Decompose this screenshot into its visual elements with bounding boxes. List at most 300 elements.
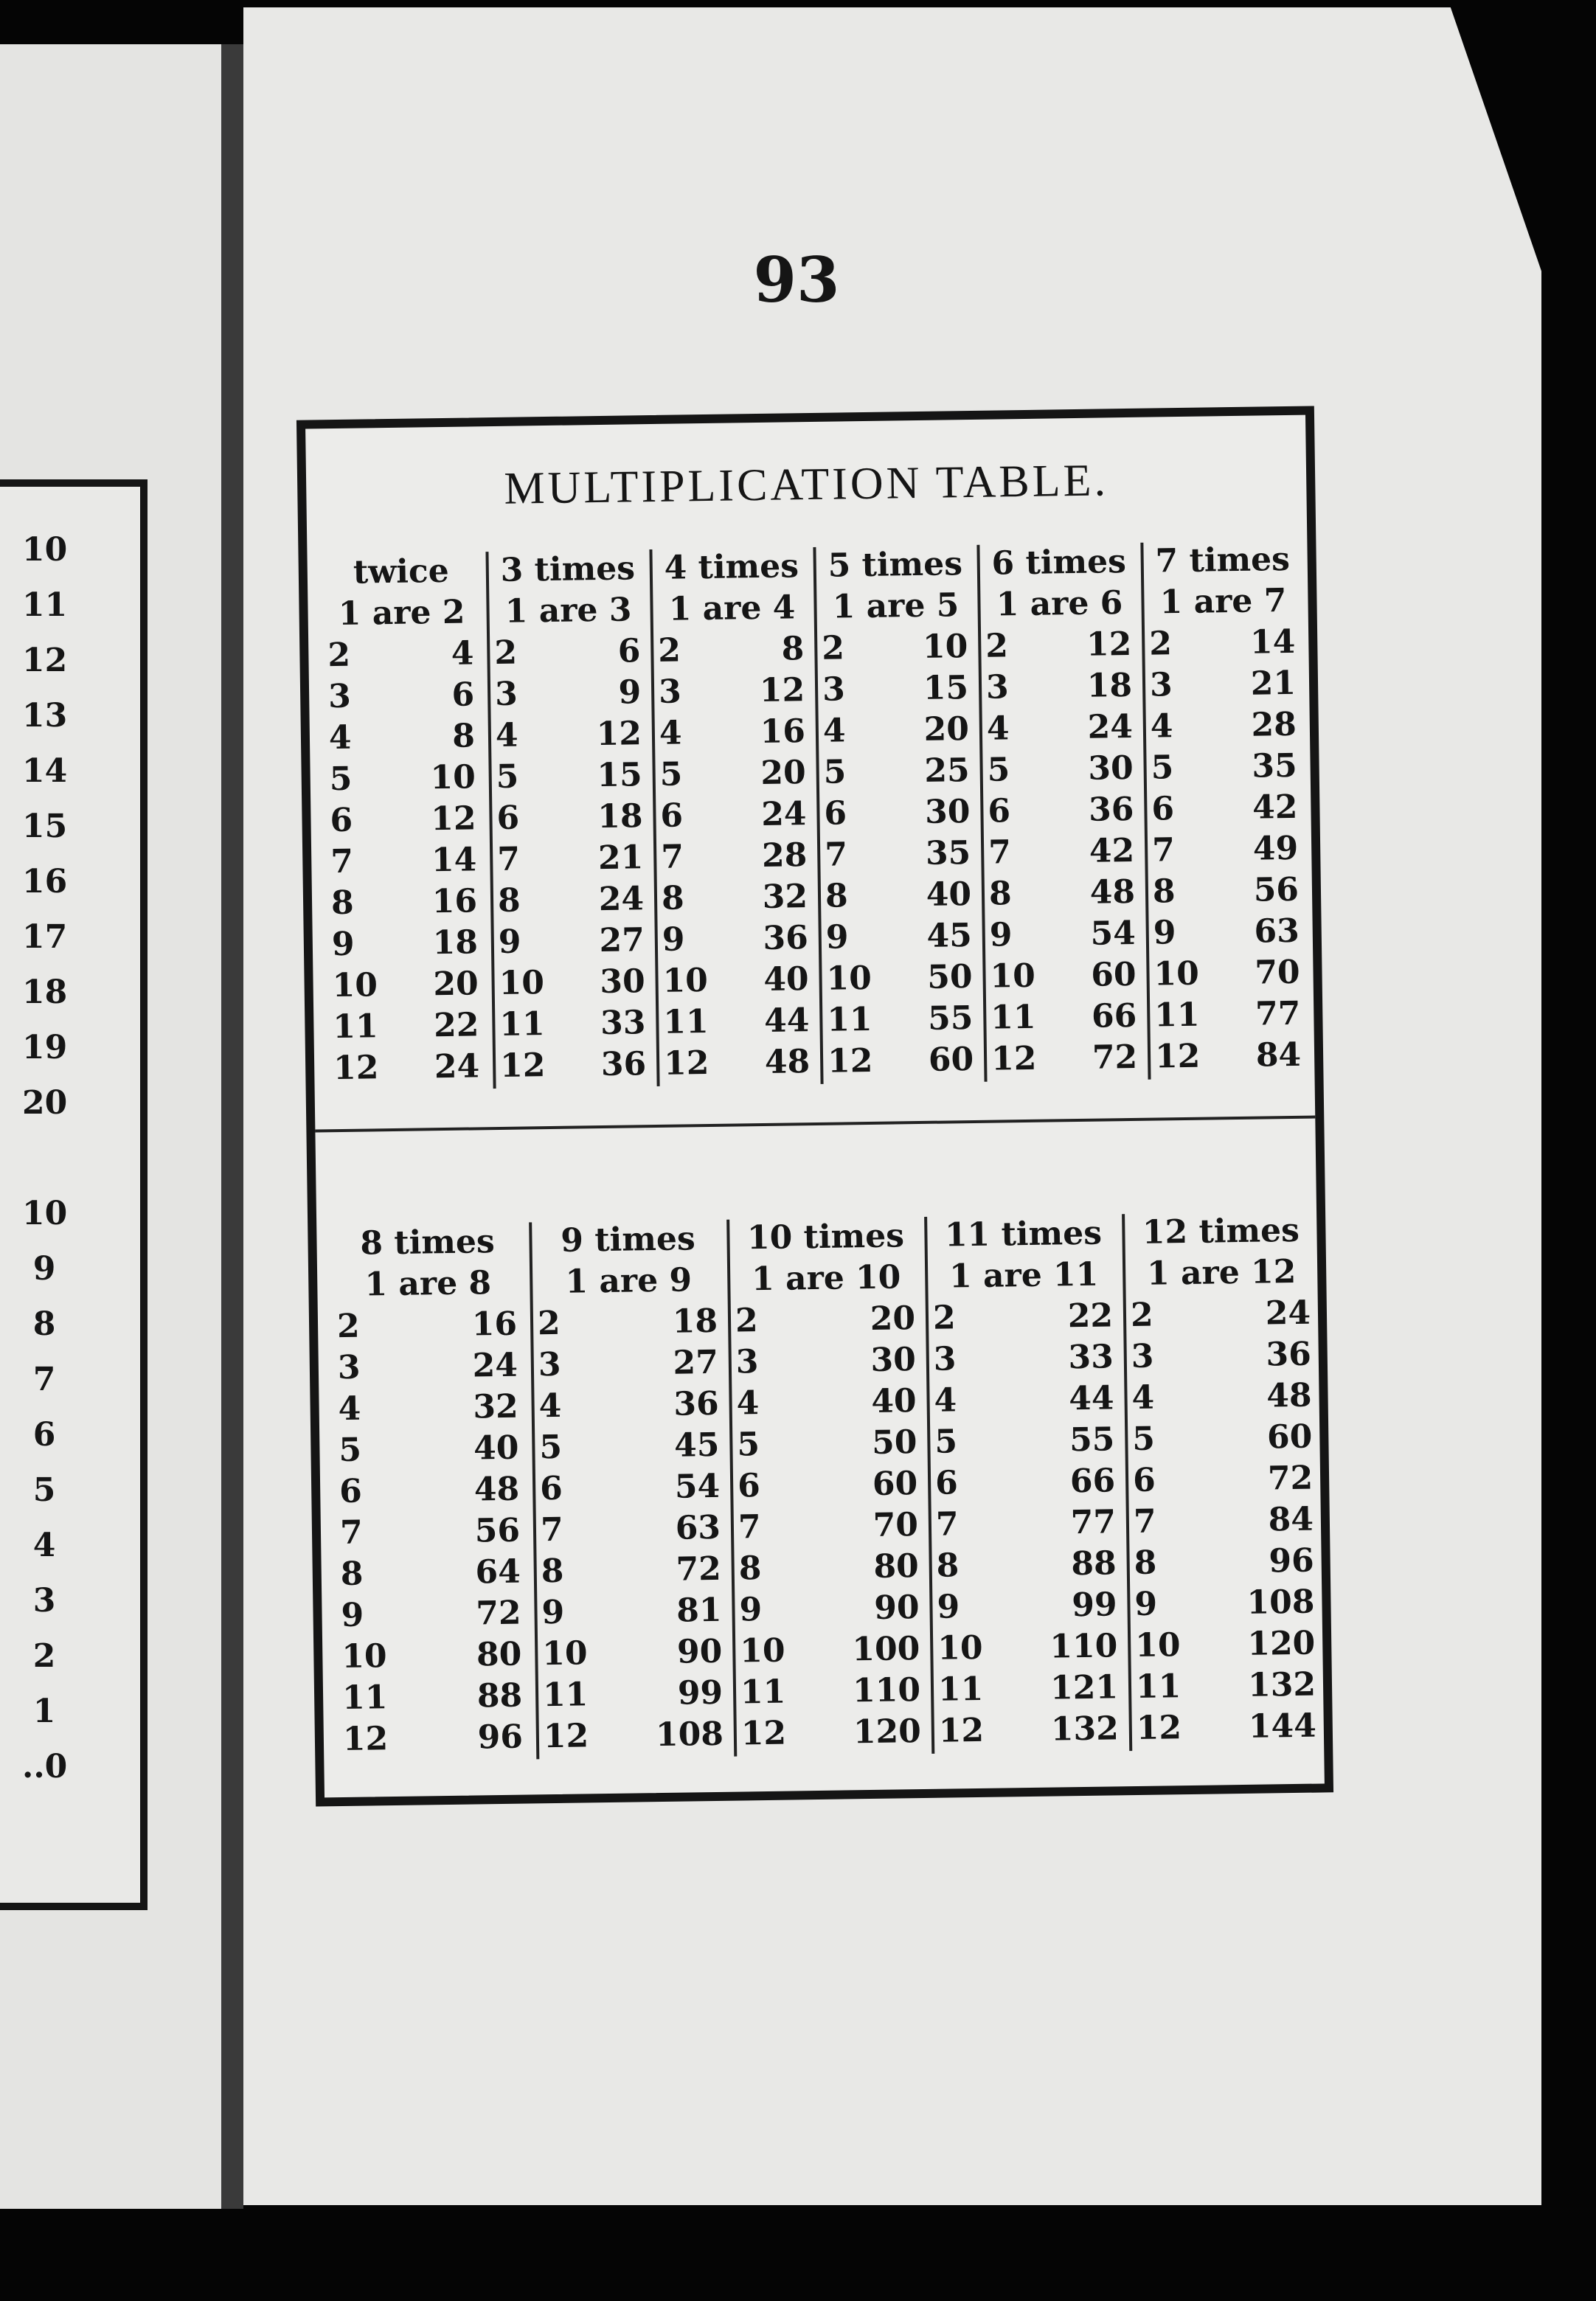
multiplier: 9: [541, 1593, 565, 1632]
table-row: [534, 1385, 726, 1429]
table-row: [338, 1676, 530, 1721]
table-row: [987, 1038, 1145, 1082]
product: 90: [676, 1632, 723, 1671]
table-row: [1148, 871, 1307, 914]
multiplier: 12: [938, 1711, 985, 1750]
table-row: [533, 1302, 726, 1347]
table-row: [1126, 1294, 1319, 1339]
multiplier: 3: [933, 1340, 957, 1378]
multiplier: 4: [1150, 707, 1173, 746]
table-row: [934, 1710, 1126, 1754]
table-row: [982, 708, 1141, 752]
multiplier: 11: [341, 1679, 388, 1718]
multiplier: 12: [827, 1041, 873, 1080]
table-row: [336, 1512, 528, 1556]
product: 48: [764, 1043, 811, 1081]
table-row: [655, 754, 813, 797]
table-row: [981, 625, 1139, 669]
multiplier: 9: [662, 920, 685, 959]
multiplier: 8: [738, 1549, 762, 1588]
multiplier: 12: [1136, 1709, 1182, 1747]
product: 108: [655, 1715, 724, 1755]
product: 10: [430, 758, 476, 797]
table-column: [1122, 1212, 1324, 1752]
product: 84: [1255, 1035, 1302, 1075]
table-row: [535, 1468, 728, 1512]
table-row: [735, 1589, 927, 1633]
table-row: [820, 834, 979, 878]
table-row: [1131, 1665, 1324, 1710]
product: 80: [476, 1635, 522, 1674]
column-first-row: 1 are 10: [751, 1258, 901, 1299]
multiplier: 2: [336, 1307, 361, 1346]
product: 88: [1071, 1544, 1117, 1583]
table-row: [536, 1509, 729, 1553]
multiplier: 9: [331, 925, 355, 964]
table-row: [983, 791, 1142, 834]
product: 144: [1248, 1707, 1317, 1746]
product: 22: [1067, 1297, 1114, 1336]
multiplier: 7: [330, 842, 354, 881]
table-row: [734, 1506, 926, 1550]
left-page-number: 14: [22, 752, 68, 790]
table-row: [1151, 1036, 1309, 1080]
product: 9: [618, 673, 642, 712]
multiplier: 5: [496, 757, 519, 796]
product: 27: [599, 921, 645, 960]
multiplier: 8: [330, 884, 355, 923]
table-row: [735, 1630, 928, 1674]
multiplier: 5: [1151, 749, 1174, 787]
table-column: [485, 549, 653, 1089]
multiplier: 10: [990, 957, 1036, 996]
multiplier: 4: [659, 714, 682, 752]
product: 108: [1246, 1583, 1315, 1622]
table-row: [1148, 830, 1306, 873]
table-row: [822, 958, 980, 1002]
product: 36: [600, 1045, 647, 1084]
multiplier: 9: [825, 918, 849, 957]
multiplier: 2: [985, 627, 1009, 665]
table-row: [819, 710, 977, 754]
multiplier: 6: [539, 1469, 563, 1508]
multiplier: 3: [538, 1345, 561, 1384]
table-row: [490, 632, 648, 676]
product: 63: [1254, 912, 1300, 951]
table-row: [491, 715, 650, 758]
table-row: [985, 873, 1143, 917]
column-first-row: 1 are 5: [832, 586, 960, 626]
multiplier: 11: [1135, 1667, 1182, 1707]
product: 77: [1255, 994, 1301, 1033]
table-row: [982, 667, 1140, 710]
product: 96: [1269, 1541, 1315, 1580]
table-row: [929, 1297, 1121, 1341]
multiplier: 3: [337, 1348, 361, 1387]
product: 40: [871, 1382, 917, 1420]
multiplier: 4: [934, 1381, 957, 1420]
table-row: [656, 795, 814, 839]
left-page-number: 20: [22, 1084, 68, 1122]
table-row: [328, 1006, 487, 1049]
product: 72: [1092, 1038, 1138, 1077]
table-row: [1128, 1417, 1320, 1462]
product: 110: [1049, 1627, 1118, 1666]
table-row: [325, 758, 483, 802]
product: 70: [1254, 953, 1300, 992]
multiplier: 8: [340, 1555, 364, 1594]
product: 45: [926, 917, 973, 955]
table-row: [339, 1718, 531, 1762]
left-page-number: ..0: [22, 1748, 68, 1785]
multiplier: 9: [341, 1596, 364, 1635]
product: 25: [924, 752, 971, 790]
product: 10: [922, 628, 968, 666]
product: 56: [1253, 870, 1300, 909]
multiplier: 11: [663, 1003, 709, 1041]
product: 40: [473, 1429, 519, 1468]
multiplier: 11: [542, 1676, 589, 1715]
multiplier: 6: [824, 794, 847, 833]
multiplier: 5: [1131, 1420, 1156, 1459]
product: 44: [763, 1002, 810, 1040]
product: 44: [1068, 1379, 1114, 1418]
product: 121: [1049, 1668, 1119, 1707]
table-row: [493, 880, 652, 923]
multiplier: 7: [738, 1508, 761, 1547]
multiplier: 12: [342, 1720, 389, 1759]
table-row: [327, 882, 485, 926]
multiplier: 5: [329, 760, 353, 799]
table-row: [329, 1047, 488, 1091]
product: 66: [1069, 1462, 1116, 1501]
product: 48: [1266, 1376, 1312, 1415]
multiplier: 11: [1153, 996, 1200, 1035]
multiplier: 3: [658, 673, 682, 711]
product: 72: [676, 1549, 722, 1589]
multiplier: 4: [822, 712, 846, 750]
column-heading: 10 times: [746, 1217, 905, 1257]
table-row: [929, 1379, 1122, 1423]
table-row: [333, 1388, 526, 1432]
multiplier: 3: [822, 670, 846, 709]
product: 24: [434, 1047, 480, 1086]
product: 18: [597, 797, 643, 836]
table-column: [649, 547, 817, 1086]
table-row: [336, 1552, 528, 1597]
left-page-number: 10: [22, 1195, 68, 1232]
table-row: [658, 960, 816, 1004]
table-row: [1129, 1500, 1322, 1544]
multiplier: 2: [658, 631, 681, 670]
multiplier: 11: [499, 1005, 545, 1044]
multiplier: 7: [935, 1505, 959, 1544]
product: 30: [1088, 749, 1134, 788]
column-heading: 4 times: [664, 547, 799, 587]
table-row: [1149, 954, 1308, 997]
table-row: [496, 1045, 654, 1089]
multiplier: 3: [327, 677, 352, 716]
left-page-number: 2: [32, 1637, 56, 1675]
table-row: [659, 1043, 818, 1086]
left-page-number: 15: [22, 808, 68, 845]
table-row: [653, 630, 812, 673]
product: 16: [760, 712, 806, 751]
multiplier: 3: [1131, 1337, 1154, 1376]
table-row: [654, 671, 813, 715]
left-page-number: 5: [32, 1471, 56, 1509]
table-row: [538, 1674, 731, 1718]
product: 21: [1250, 664, 1297, 703]
multiplier: 7: [660, 838, 684, 876]
multiplier: 12: [740, 1714, 787, 1753]
table-row: [1126, 1336, 1319, 1380]
multiplier: 10: [937, 1628, 983, 1667]
table-row: [490, 673, 649, 717]
product: 24: [1265, 1294, 1311, 1333]
product: 72: [475, 1594, 521, 1633]
table-row: [732, 1382, 924, 1426]
product: 54: [1090, 914, 1137, 953]
table-row: [1129, 1541, 1322, 1586]
multiplier: 8: [541, 1552, 564, 1591]
product: 6: [617, 632, 641, 670]
product: 50: [871, 1423, 917, 1462]
multiplier: 6: [1151, 790, 1175, 828]
table-row: [823, 1041, 982, 1084]
left-page-number: 1: [32, 1693, 56, 1730]
table-row: [817, 628, 976, 671]
table-column: [331, 1223, 530, 1763]
multiplier: 8: [1152, 872, 1176, 911]
table-row: [326, 841, 485, 884]
multiplier: 9: [1134, 1585, 1158, 1624]
product: 90: [873, 1589, 920, 1627]
left-page-number: 9: [32, 1250, 56, 1288]
product: 27: [673, 1343, 719, 1382]
column-first-row: 1 are 2: [338, 593, 465, 633]
multiplier: 10: [1153, 954, 1200, 993]
multiplier: 2: [735, 1302, 759, 1340]
multiplier: 7: [824, 836, 848, 874]
table-row: [327, 923, 486, 967]
multiplier: 8: [497, 881, 521, 920]
column-heading: 11 times: [944, 1214, 1103, 1254]
table-row: [986, 997, 1145, 1041]
table-row: [536, 1550, 729, 1594]
product: 35: [1252, 746, 1297, 785]
product: 132: [1247, 1665, 1316, 1704]
product: 36: [1088, 790, 1134, 829]
table-row: [657, 878, 816, 921]
table-row: [534, 1344, 726, 1388]
multiplier: 2: [1148, 625, 1173, 663]
multiplier: 11: [333, 1007, 379, 1047]
product: 36: [763, 919, 809, 957]
multiplier: 6: [737, 1467, 761, 1505]
multiplier: 9: [739, 1591, 763, 1629]
table-row: [931, 1503, 1124, 1547]
table-row: [327, 965, 486, 1008]
multiplier: 2: [932, 1299, 957, 1337]
product: 55: [927, 999, 974, 1038]
multiplier: 6: [339, 1472, 363, 1511]
table-row: [539, 1715, 732, 1760]
table-row: [1131, 1624, 1323, 1668]
table-row: [1145, 664, 1304, 708]
product: 60: [872, 1465, 918, 1503]
product: 18: [1086, 666, 1133, 705]
multiplier: 10: [826, 959, 872, 998]
multiplier: 5: [823, 753, 847, 791]
multiplier: 10: [499, 964, 545, 1002]
multiplier: 4: [538, 1386, 562, 1426]
product: 40: [763, 960, 809, 999]
product: 63: [675, 1508, 721, 1547]
column-heading: 3 times: [500, 549, 636, 589]
table-row: [734, 1547, 926, 1592]
product: 30: [924, 793, 971, 831]
product: 12: [759, 671, 805, 709]
multiplier: 2: [494, 634, 518, 673]
column-first-row: 1 are 9: [565, 1261, 693, 1301]
left-page-number: 17: [22, 918, 68, 956]
left-page-number: 11: [22, 586, 68, 624]
left-page-number: 19: [22, 1029, 68, 1066]
multiplier: 12: [990, 1039, 1037, 1078]
multiplier: 9: [1153, 914, 1176, 952]
table-column: [322, 552, 487, 1091]
column-heading: 5 times: [828, 545, 963, 585]
table-row: [985, 914, 1143, 958]
product: 12: [596, 715, 642, 754]
table-row: [1131, 1707, 1324, 1751]
product: 4: [451, 634, 474, 673]
multiplier: 12: [663, 1044, 709, 1083]
multiplier: 5: [339, 1431, 362, 1470]
multiplier: 8: [988, 875, 1012, 913]
product: 96: [477, 1718, 524, 1757]
product: 60: [1090, 955, 1137, 994]
table-row: [535, 1426, 727, 1471]
table-row: [657, 919, 816, 962]
column-first-row: 1 are 8: [364, 1264, 492, 1304]
product: 8: [451, 717, 476, 755]
table-title: MULTIPLICATION TABLE.: [503, 455, 1109, 514]
table-row: [659, 1002, 817, 1045]
multiplier: 5: [934, 1423, 958, 1461]
multiplier: 4: [328, 718, 352, 757]
table-row: [1145, 706, 1304, 749]
multiplier: 11: [937, 1670, 984, 1709]
product: 24: [472, 1346, 518, 1385]
multiplier: 10: [739, 1631, 785, 1670]
column-first-row: 1 are 11: [948, 1255, 1099, 1296]
table-row: [325, 717, 483, 760]
multiplier: 8: [661, 879, 685, 917]
table-row: [538, 1633, 730, 1677]
column-first-row: 1 are 3: [504, 591, 632, 631]
multiplier: 6: [934, 1464, 959, 1502]
multiplier: 9: [498, 923, 521, 961]
multiplier: 7: [540, 1510, 563, 1549]
table-column: [529, 1220, 731, 1760]
product: 14: [431, 841, 477, 880]
product: 33: [1068, 1338, 1114, 1377]
product: 72: [1267, 1459, 1314, 1498]
table-row: [1127, 1376, 1319, 1420]
section-divider: [315, 1116, 1315, 1133]
product: 42: [1252, 788, 1298, 827]
multiplier: 8: [936, 1547, 960, 1585]
table-row: [493, 839, 651, 882]
product: 55: [1069, 1420, 1115, 1460]
product: 22: [433, 1006, 479, 1045]
table-row: [982, 749, 1141, 793]
product: 120: [1247, 1624, 1316, 1663]
product: 50: [926, 958, 973, 996]
multiplier: 10: [332, 966, 378, 1005]
multiplier: 2: [327, 636, 351, 675]
multiplier: 7: [1133, 1502, 1156, 1541]
multiplier: 7: [988, 833, 1012, 872]
table-row: [334, 1429, 527, 1474]
left-page-number: 3: [32, 1582, 56, 1620]
table-row: [929, 1338, 1121, 1382]
table-row: [934, 1668, 1126, 1712]
table-row: [819, 793, 978, 836]
table-row: [323, 634, 482, 678]
multiplier: 9: [989, 916, 1013, 954]
product: 15: [597, 756, 643, 795]
multiplier: 5: [987, 751, 1010, 789]
product: 20: [870, 1299, 916, 1338]
table-column: [1140, 541, 1308, 1080]
multiplier: 12: [1154, 1037, 1201, 1076]
page-number: 93: [753, 243, 840, 316]
product: 120: [853, 1712, 922, 1752]
table-row: [495, 1004, 653, 1047]
product: 6: [451, 676, 475, 714]
multiplier: 5: [539, 1428, 563, 1467]
product: 88: [476, 1676, 523, 1715]
table-row: [1146, 747, 1305, 791]
table-row: [819, 752, 977, 795]
multiplier: 6: [660, 796, 684, 835]
multiplier: 9: [937, 1588, 960, 1626]
product: 100: [852, 1630, 920, 1669]
product: 70: [872, 1506, 919, 1544]
product: 18: [432, 923, 479, 962]
table-row: [1130, 1583, 1322, 1627]
multiplier: 3: [1149, 666, 1173, 704]
left-page-number: 10: [22, 531, 68, 569]
multiplier: 7: [496, 840, 521, 878]
product: 84: [1268, 1500, 1314, 1539]
multiplier: 6: [496, 799, 520, 837]
product: 20: [923, 710, 970, 749]
column-heading: 12 times: [1142, 1211, 1300, 1252]
table-row: [335, 1471, 527, 1515]
multiplier: 8: [1134, 1544, 1157, 1583]
product: 48: [473, 1470, 520, 1509]
table-row: [333, 1347, 526, 1391]
table-row: [336, 1594, 529, 1638]
table-row: [491, 756, 650, 799]
multiplier: 10: [341, 1637, 387, 1676]
table-row: [731, 1341, 923, 1385]
column-heading: 9 times: [560, 1220, 695, 1260]
